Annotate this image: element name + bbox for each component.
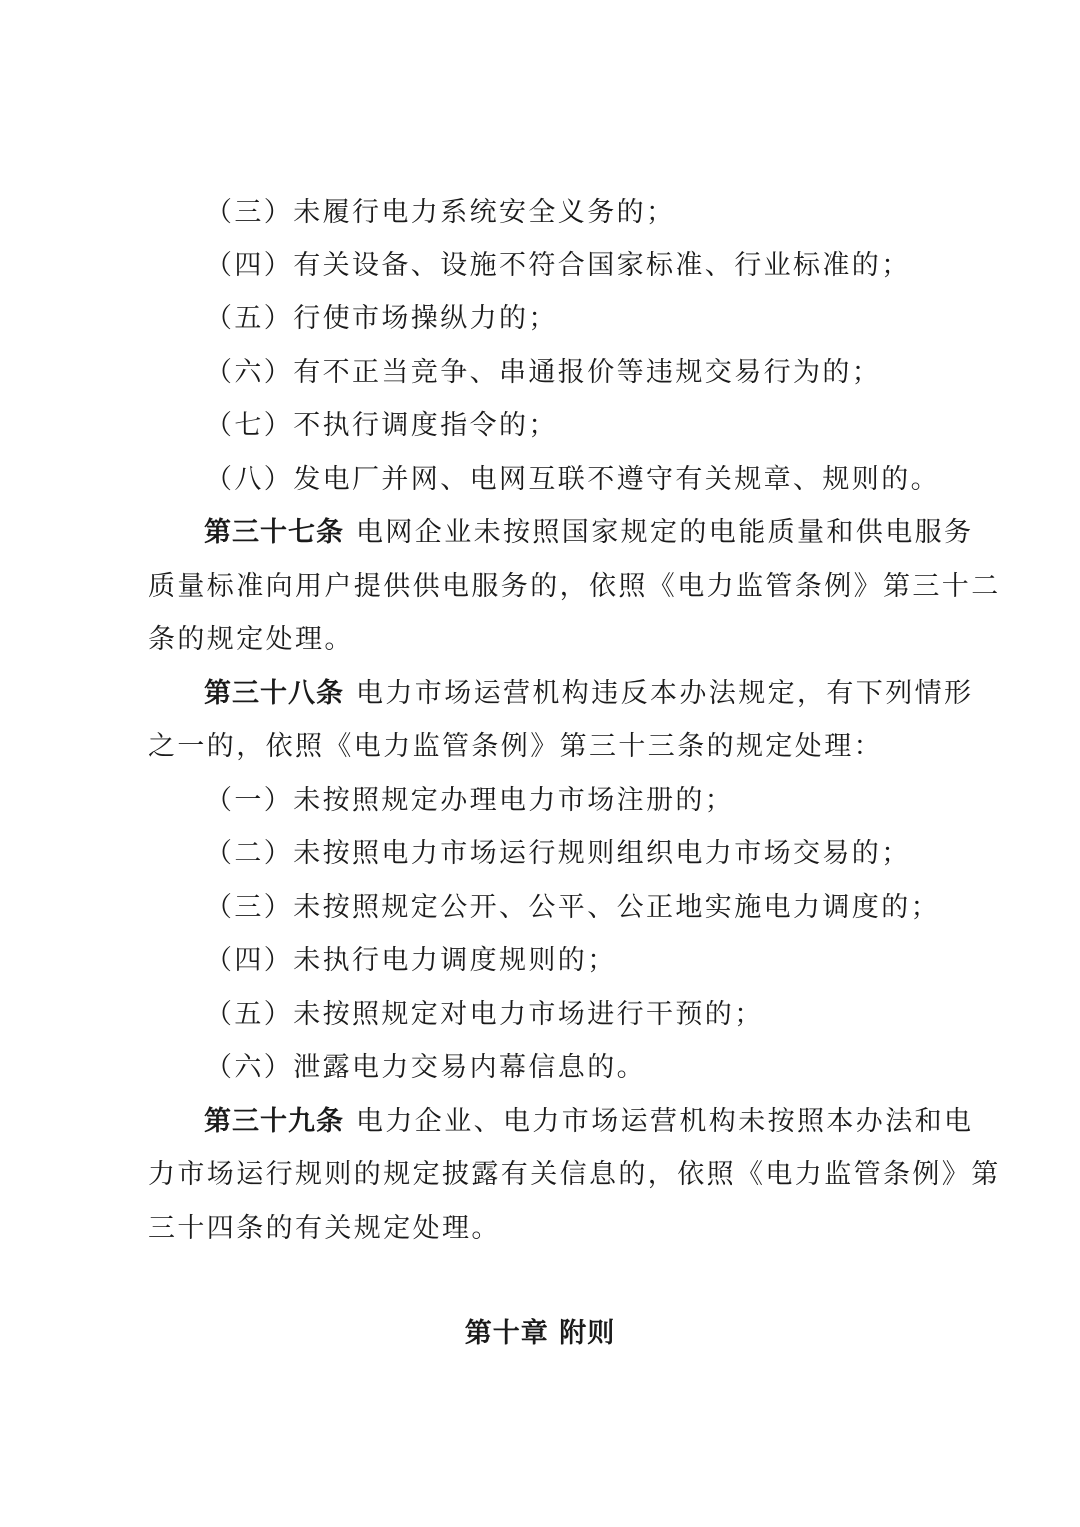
- article-39-line: 三十四条的有关规定处理。: [148, 1213, 501, 1244]
- list-item: （七）不执行调度指令的；: [205, 410, 558, 441]
- article-37-line: 质量标准向用户提供供电服务的，依照《电力监管条例》第三十二: [148, 571, 1001, 602]
- article-37-paragraph: [204, 513, 973, 553]
- list-item: （六）泄露电力交易内幕信息的。: [205, 1052, 646, 1083]
- list-item: （五）未按照规定对电力市场进行干预的；: [205, 999, 764, 1030]
- article-38-line: 之一的，依照《电力监管条例》第三十三条的规定处理：: [148, 731, 883, 762]
- article-38-paragraph: [204, 674, 973, 714]
- list-item: （三）未按照规定公开、公平、公正地实施电力调度的；: [205, 892, 940, 923]
- list-item: （四）有关设备、设施不符合国家标准、行业标准的；: [205, 250, 911, 281]
- article-39-heading: 第三十九条: [204, 1106, 344, 1137]
- article-38-text: 电力市场运营机构违反本办法规定，有下列情形: [356, 678, 974, 709]
- list-item: （二）未按照电力市场运行规则组织电力市场交易的；: [205, 838, 911, 869]
- article-39-line: 力市场运行规则的规定披露有关信息的，依照《电力监管条例》第: [148, 1159, 1001, 1190]
- list-item: （六）有不正当竞争、串通报价等违规交易行为的；: [205, 357, 882, 388]
- list-item: （八）发电厂并网、电网互联不遵守有关规章、规则的。: [205, 464, 940, 495]
- article-37-text: 电网企业未按照国家规定的电能质量和供电服务: [356, 517, 974, 548]
- article-37-heading: 第三十七条: [204, 517, 344, 548]
- chapter-title: 第十章 附则: [464, 1318, 616, 1349]
- article-38-heading: 第三十八条: [204, 678, 344, 709]
- list-item: （四）未执行电力调度规则的；: [205, 945, 617, 976]
- list-item: （一）未按照规定办理电力市场注册的；: [205, 785, 735, 816]
- article-39-text: 电力企业、电力市场运营机构未按照本办法和电: [356, 1106, 974, 1137]
- article-37-line: 条的规定处理。: [148, 624, 354, 655]
- list-item: （五）行使市场操纵力的；: [205, 303, 558, 334]
- list-item: （三）未履行电力系统安全义务的；: [205, 197, 676, 228]
- article-39-paragraph: [204, 1102, 973, 1142]
